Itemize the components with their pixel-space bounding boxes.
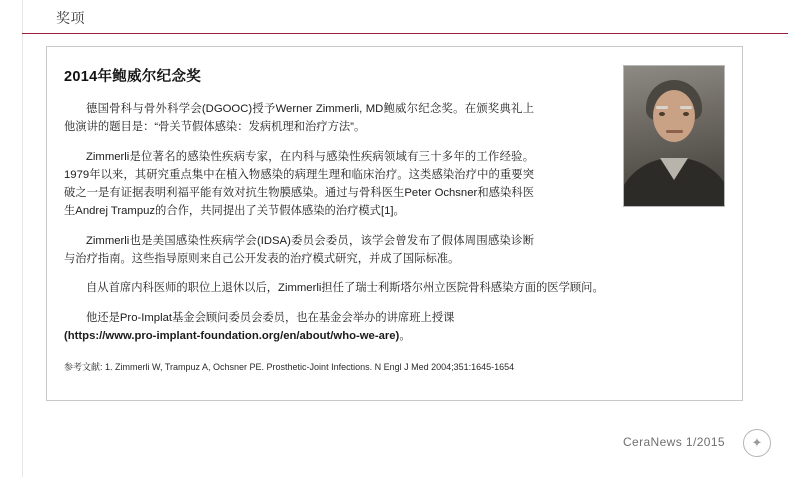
left-margin-band [0, 0, 23, 477]
article-paragraph-5-prefix: 他还是Pro-Implat基金会顾问委员会委员，也在基金会举办的讲席班上授课 [86, 311, 455, 324]
page-title: 奖项 [56, 10, 85, 26]
article-paragraph-1: 德国骨科与骨外科学会(DGOOC)授予Werner Zimmerli, MD鲍威尔纪念奖。在颁奖典礼上他演讲的题目是：“骨关节假体感染：发病机理和治疗方法”。 [64, 103, 534, 134]
page-header [22, 0, 789, 34]
article-column-narrow [64, 100, 534, 268]
article-paragraph-5 [64, 309, 709, 346]
article-paragraph-5-suffix: 。 [399, 329, 411, 342]
footer-issue-label: CeraNews 1/2015 [622, 435, 725, 449]
article-paragraph-3: Zimmerli也是美国感染性疾病学会(IDSA)委员会委员，该学会曾发布了假体周围感染诊断与治疗指南。这些指导原则来自己公开发表的治疗模式研究，并成了国际标准。 [64, 234, 534, 266]
article-title: 2014年鲍威尔纪念奖 [64, 69, 202, 85]
article-paragraph-2: Zimmerli是位著名的感染性疾病专家，在内科与感染性疾病领域有三十多年的工作经验。1979年以来，其研究重点集中在植入物感染的病理生理和临床治疗。这类感染治疗中的重要突破之一是有证据表明利福平能有效对抗生物膜感染。通过与骨科医生Peter Ochsner和感染科医生Andrej Trampuz的合作，共同提出了关节假体感染的治疗模式[1]。 [64, 150, 534, 218]
article-paragraph-4: 自从首席内科医师的职位上退休以后，Zimmerli担任了瑞士利斯塔尔州立医院骨科感染方面的医学顾问。 [86, 282, 604, 295]
header-divider [22, 33, 789, 34]
article-card [46, 46, 743, 401]
publisher-logo-icon: ✦ [743, 429, 771, 457]
foundation-link[interactable]: (https://www.pro-implant-foundation.org/en/about/who-we-are) [64, 329, 400, 342]
page-footer [22, 415, 789, 477]
reference-note: 参考文献: 1. Zimmerli W, Trampuz A, Ochsner PE. Prosthetic-Joint Infections. N Engl J Med 2004;351:1645-1654 [64, 362, 515, 373]
article-body [64, 65, 727, 375]
